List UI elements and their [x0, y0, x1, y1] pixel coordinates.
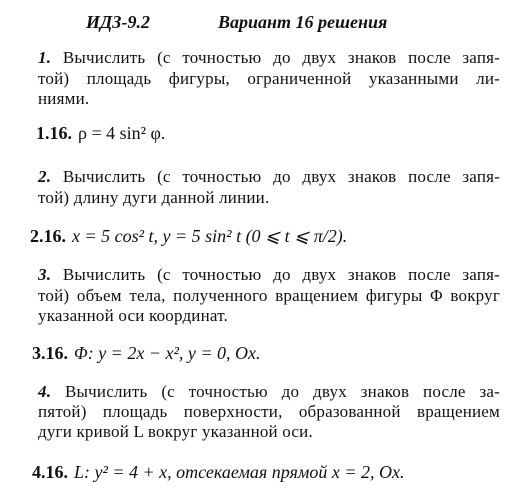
- task3-line3: указанной оси координат.: [38, 306, 228, 325]
- task4-number: 4.: [38, 382, 52, 401]
- task1-line1: 1. Вычислить (с точностью до двух знаков после запя-: [38, 48, 501, 67]
- eq2-expr: x = 5 cos² t, y = 5 sin² t (0 ⩽ t ⩽ π/2).: [72, 226, 348, 246]
- task2-line1: 2. Вычислить (с точностью до двух знаков после запя-: [38, 167, 501, 186]
- equation-4-16: [32, 462, 405, 483]
- eq1-expr: ρ = 4 sin² φ.: [78, 123, 166, 143]
- task2-number: 2.: [38, 167, 52, 186]
- equation-1-16: [36, 123, 165, 144]
- task1-number: 1.: [38, 48, 52, 67]
- task1-line3: ниями.: [38, 89, 90, 108]
- eq3-id: 3.16.: [32, 343, 68, 363]
- task4-line3: дуги кривой L вокруг указанной оси.: [38, 422, 313, 441]
- eq4-expr: L: y² = 4 + x, отсекаемая прямой x = 2, Ox.: [74, 462, 405, 482]
- equation-3-16: [32, 343, 260, 364]
- task1-line2: той) площадь фигуры, ограниченной указанными ли-: [38, 69, 500, 88]
- eq2-id: 2.16.: [30, 226, 66, 246]
- task3-number: 3.: [38, 265, 52, 284]
- variant-title: Вариант 16 решения: [218, 12, 388, 32]
- task2-line2: той) длину дуги данной линии.: [38, 188, 270, 207]
- document-code: ИДЗ-9.2: [86, 12, 150, 32]
- eq1-id: 1.16.: [36, 123, 72, 143]
- task3-line1: 3. Вычислить (с точностью до двух знаков после запя-: [38, 265, 501, 284]
- equation-2-16: [30, 226, 347, 247]
- task4-line1: 4. Вычислить (с точностью до двух знаков после за-: [38, 382, 500, 401]
- eq4-id: 4.16.: [32, 462, 68, 482]
- task3-line2: той) объем тела, полученного вращением фигуры Φ вокруг: [38, 286, 500, 305]
- task4-line2: пятой) площадь поверхности, образованной вращением: [38, 402, 500, 421]
- eq3-expr: Φ: y = 2x − x², y = 0, Ox.: [74, 343, 261, 363]
